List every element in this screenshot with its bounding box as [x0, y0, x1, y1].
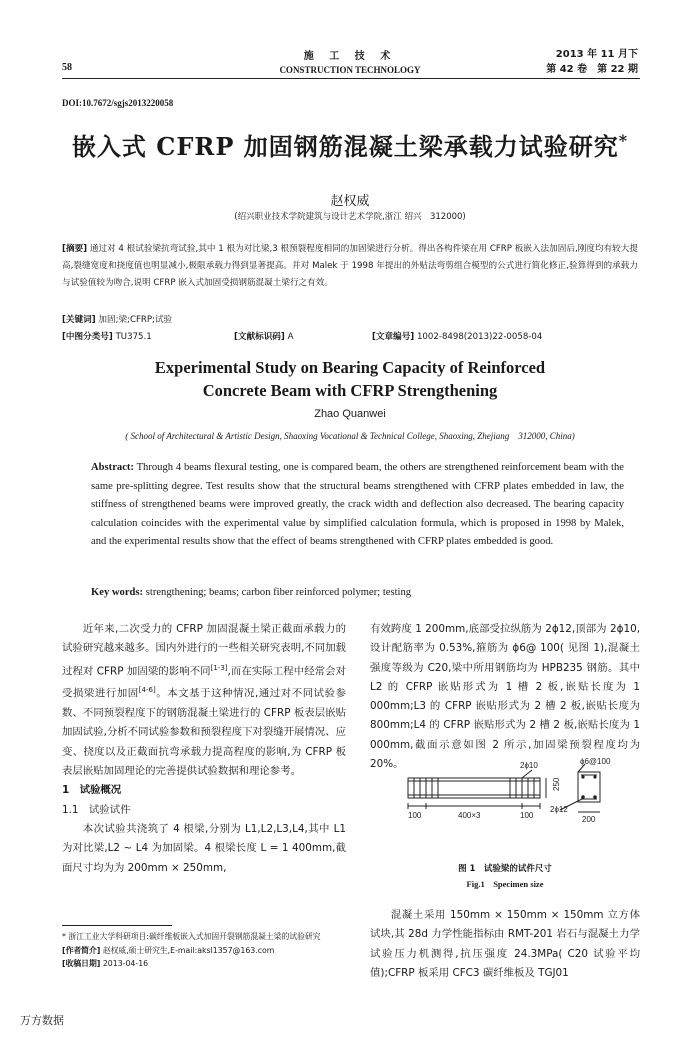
fig-label-left: 100: [408, 811, 422, 820]
beam-diagram: [400, 752, 620, 852]
material-paragraph: 混凝土采用 150mm × 150mm × 150mm 立方体试块,其 28d 力学性能指标由 RMT-201 岩石与混凝土力学试验压力机测得,抗压强度 24.3MPa( C20 试验平均值);CFRP 板采用 CFC3 碳纤维板及 TGJ01: [370, 909, 640, 979]
keywords-en: [91, 587, 624, 598]
citation: [4-6]: [138, 686, 156, 695]
journal-name-en: CONSTRUCTION TECHNOLOGY: [279, 65, 421, 75]
abstract-cn-label: [摘要]: [62, 244, 88, 254]
doc-code-value: A: [287, 332, 294, 342]
watermark: 万方数据: [20, 1014, 64, 1027]
body-right-column-lower: [370, 906, 640, 983]
author-en: Zhao Quanwei: [314, 408, 386, 420]
keywords-en-text: strengthening; beams; carbon fiber reinforced polymer; testing: [145, 587, 412, 598]
doi: DOI:10.7672/sgjs2013220058: [62, 98, 174, 108]
received-note: [62, 957, 346, 971]
clc-value: TU375.1: [115, 332, 152, 342]
intro-text-2: ,而在实际工程中经常会对受损梁进行加固: [62, 665, 346, 700]
fig-label-height: 250: [552, 777, 561, 791]
keywords-en-label: Key words:: [91, 587, 144, 598]
author-note-text: 赵权威,硕士研究生,E-mail:aksl1357@163.com: [102, 945, 275, 955]
page-number: 58: [62, 62, 72, 73]
abstract-en-label: Abstract:: [91, 462, 134, 473]
fig-label-stirrup: ϕ6@100: [580, 757, 611, 766]
article-no-value: 1002-8498(2013)22-0058-04: [416, 332, 543, 342]
rebar-dot: [593, 795, 597, 799]
keywords-cn-label: [关键词]: [62, 315, 96, 325]
author-note: [62, 944, 346, 958]
specimen-paragraph-continued: 有效跨度 1 200mm,底部受拉纵筋为 2ϕ12,顶部为 2ϕ10,设计配筋率为 0.53%,箍筋为 ϕ6@ 100( 见图 1),混凝土强度等级为 C20,梁中所用钢筋均为 HPB235 钢筋。其中 L2 的 CFRP 嵌贴形式为 1 槽 2 板,嵌贴长度为 1 000mm;L3 的 CFRP 嵌贴形式为 2 槽 2 板,嵌贴长度为 800mm;L4 的 CFRP 嵌贴形式为 2 槽 2 板,嵌贴长度为 1 000mm,截面示意如图 2 所示,加固梁预裂程度均为 20%。: [370, 623, 640, 771]
header-rule: [62, 78, 640, 79]
title-en-line2: Concrete Beam with CFRP Strengthening: [202, 381, 498, 400]
fig-label-mid: 400×3: [458, 811, 481, 820]
journal-name-cn: 施 工 技 术: [303, 51, 397, 62]
section-heading: 1 试验概况: [62, 784, 122, 797]
title-cn-text: 嵌入式 CFRP 加固钢筋混凝土梁承载力试验研究: [71, 132, 619, 161]
affiliation-cn: (绍兴职业技术学院建筑与设计艺术学院,浙江 绍兴 312000): [234, 212, 466, 222]
fig-label-width: 200: [582, 815, 596, 824]
title-en-line1: Experimental Study on Bearing Capacity of Reinforced: [154, 358, 546, 377]
subsection-heading: 1.1 试验试件: [62, 803, 131, 816]
intro-text-3: 。本文基于这种情况,通过对不同试验参数、不同预裂程度下的钢筋混凝土梁进行的 CFRP 板表层嵌贴加固试验,分析不同试验参数和预裂程度下对裂缝开展情况、应变、挠度以及正截面抗弯承载力提高程度的影响,为 CFRP 板表层嵌贴加固理论的完善提供试验数据和理论参考。: [62, 687, 347, 778]
body-left-column: [62, 620, 346, 878]
issue-volume: 第 42 卷 第 22 期: [546, 64, 638, 75]
citation: [1-3]: [210, 663, 228, 672]
abstract-cn: [62, 241, 638, 292]
title-cn: [0, 127, 700, 162]
abstract-en-text: Through 4 beams flexural testing, one is compared beam, the others are strengthened reinforcement beam with the same pre-splitting degree. Test results show that the structural beams strengthened with CFRP plates embedded in law, the stiffness of strengthened beams were improved greatly, the crack width and deflection also decreased. The bearing capacity calculation coincides with the experimental value by simplified calculation formula, which is proposed in 1998 by Malek, and the experimental results show that the effect of beams strengthened with CFRP plates embedded is good.: [91, 462, 624, 547]
issue-info: [546, 47, 638, 77]
intro-text-1: 近年来,二次受力的 CFRP 加固混凝土梁正截面承载力的试验研究越来越多。国内外进行的一些相关研究表明,不同加载过程对 CFRP 加固梁的影响不同: [62, 623, 346, 678]
leader-line: [522, 770, 532, 778]
article-no-label: [文章编号]: [372, 332, 415, 342]
footnote-rule: [62, 925, 172, 926]
fig-label-bottom-bar: 2ϕ12: [550, 805, 568, 814]
abstract-cn-text: 通过对 4 根试验梁抗弯试验,其中 1 根为对比梁,3 根预裂程度相同的加固梁进行分析。得出各构件梁在用 CFRP 板嵌入法加固后,刚度均有较大提高,裂缝宽度和挠度值也明显减小,极限承载力得到显著提高。并对 Malek 于 1998 年提出的外贴法弯剪组合模型的公式进行简化修正,验算得到的承载力与试验值较为吻合,说明 CFRP 嵌入式加固受损钢筋混凝土梁行之有效。: [62, 244, 638, 288]
specimen-paragraph: 本次试验共浇筑了 4 根梁,分别为 L1,L2,L3,L4,其中 L1 为对比梁,L2 ~ L4 为加固梁。4 根梁长度 L = 1 400mm,截面尺寸均为为 200mm × 250mm,: [62, 822, 346, 874]
keywords-cn: [62, 313, 638, 325]
fund-note: * 浙江工业大学科研项目:碳纤维板嵌入式加固开裂钢筋混凝土梁的试验研究: [62, 932, 321, 941]
author-cn: 赵权威: [330, 194, 370, 209]
received-label: [收稿日期]: [62, 959, 101, 968]
fig-label-top-bar: 2ϕ10: [520, 761, 538, 770]
rebar-dot: [581, 775, 584, 778]
issue-date: 2013 年 11 月下: [555, 49, 638, 60]
title-en: [0, 356, 700, 402]
received-date: 2013-04-16: [102, 959, 149, 968]
fig-label-right: 100: [520, 811, 534, 820]
rebar-dot: [581, 795, 585, 799]
figure-1: [400, 752, 620, 852]
doc-code-label: [文献标识码]: [234, 332, 285, 342]
figure-caption-en: Fig.1 Specimen size: [466, 879, 544, 889]
clc-label: [中图分类号]: [62, 332, 113, 342]
footnotes: [62, 930, 346, 971]
intro-paragraph: [62, 620, 346, 781]
affiliation-en: ( School of Architectural & Artistic Design, Shaoxing Vocational & Technical College, Shaoxing, Zhejiang 312000, China): [125, 431, 575, 441]
author-note-label: [作者简介]: [62, 945, 101, 955]
abstract-en: [91, 459, 624, 552]
keywords-cn-text: 加固;梁;CFRP;试验: [98, 315, 173, 325]
rebar-dot: [593, 775, 596, 778]
title-footnote-mark: *: [618, 131, 629, 150]
figure-caption-cn: 图 1 试验梁的试件尺寸: [458, 864, 552, 874]
